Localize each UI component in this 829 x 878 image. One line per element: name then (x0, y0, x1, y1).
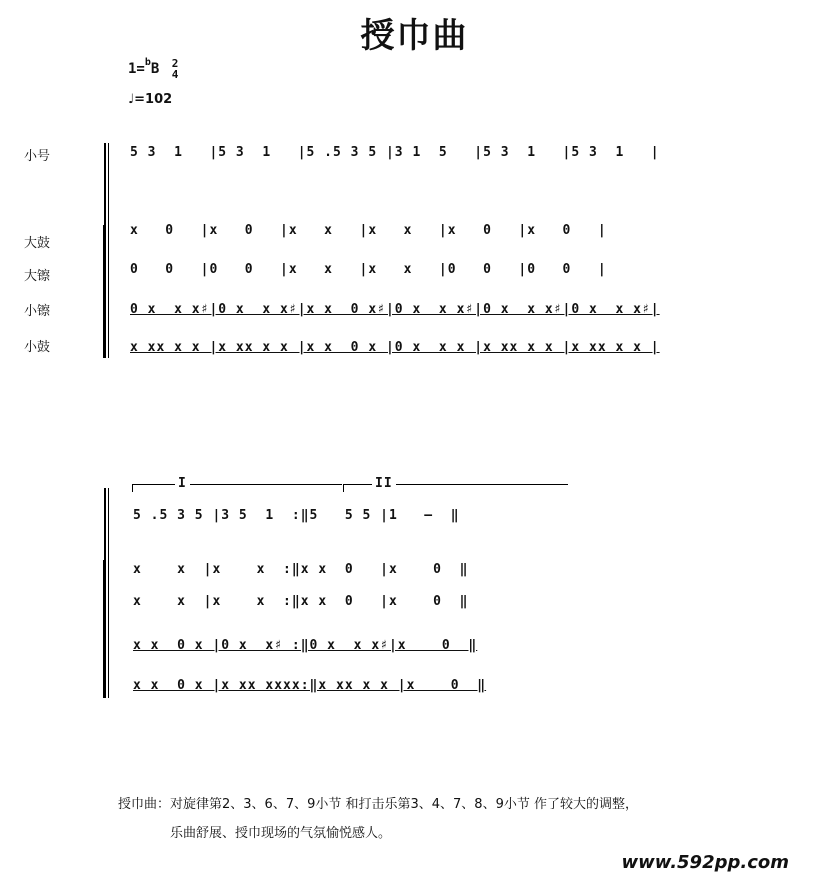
system1-cymbal: 0 0 |0 0 |x x |x x |0 0 |0 0 | (130, 262, 607, 277)
instrument-label-bass-drum: 大鼓 (24, 236, 51, 251)
system2-cymbal: x x |x x :‖x x 0 |x 0 ‖ (133, 594, 469, 609)
time-bottom: 4 (171, 68, 179, 81)
key-one: 1= (128, 61, 145, 77)
arrangement-note-line2: 乐曲舒展、授巾现场的气氛愉悦感人。 (170, 826, 392, 841)
system1-bracket-inner (108, 143, 109, 358)
time-signature (172, 58, 179, 80)
tempo-marking: ♩=102 (128, 92, 173, 107)
page-title: 授巾曲 (360, 16, 469, 56)
time-top: 2 (171, 57, 179, 70)
system2-percussion-bracket (103, 560, 105, 698)
system1-trumpet: 5 3 1 |5 3 1 |5 .5 3 5 |3 1 5 |5 3 1 |5 3 1 | (130, 145, 660, 160)
key-signature (128, 58, 178, 80)
system2-snare: x x 0 x |x xx xxxx:‖x xx x x |x 0 ‖ (133, 678, 487, 693)
system1-small-cymbal: 0 x x x♯|0 x x x♯|x x 0 x♯|0 x x x♯|0 x x x♯|0 x x x♯| (130, 302, 660, 317)
key-flat: b (144, 57, 151, 68)
key-note: B (150, 61, 160, 77)
system2-trumpet: 5 .5 3 5 |3 5 1 :‖5 5 5 |1 — ‖ (133, 508, 460, 523)
watermark: www.592pp.com (621, 852, 789, 873)
volta1-label: I (175, 476, 190, 491)
percussion-bracket (103, 225, 105, 358)
volta1-start (132, 484, 133, 492)
volta2-label: II (372, 476, 396, 491)
system1-snare: x xx x x |x xx x x |x x 0 x |0 x x x |x xx x x |x xx x x | (130, 340, 660, 355)
system2-bracket-inner (108, 488, 109, 698)
instrument-label-snare: 小鼓 (24, 340, 51, 355)
instrument-label-trumpet: 小号 (24, 149, 51, 164)
volta2-start (343, 484, 344, 492)
system2-bass-drum: x x |x x :‖x x 0 |x 0 ‖ (133, 562, 469, 577)
arrangement-note-line1: 授巾曲：对旋律第2、3、6、7、9小节 和打击乐第3、4、7、8、9小节 作了较大的调整， (118, 797, 638, 812)
system1-bass-drum: x 0 |x 0 |x x |x x |x 0 |x 0 | (130, 223, 607, 238)
volta1-line (132, 484, 342, 485)
instrument-label-cymbal: 大镲 (24, 269, 51, 284)
system2-small-cymbal: x x 0 x |0 x x♯ :‖0 x x x♯|x 0 ‖ (133, 638, 478, 653)
instrument-label-small-cymbal: 小镲 (24, 304, 51, 319)
